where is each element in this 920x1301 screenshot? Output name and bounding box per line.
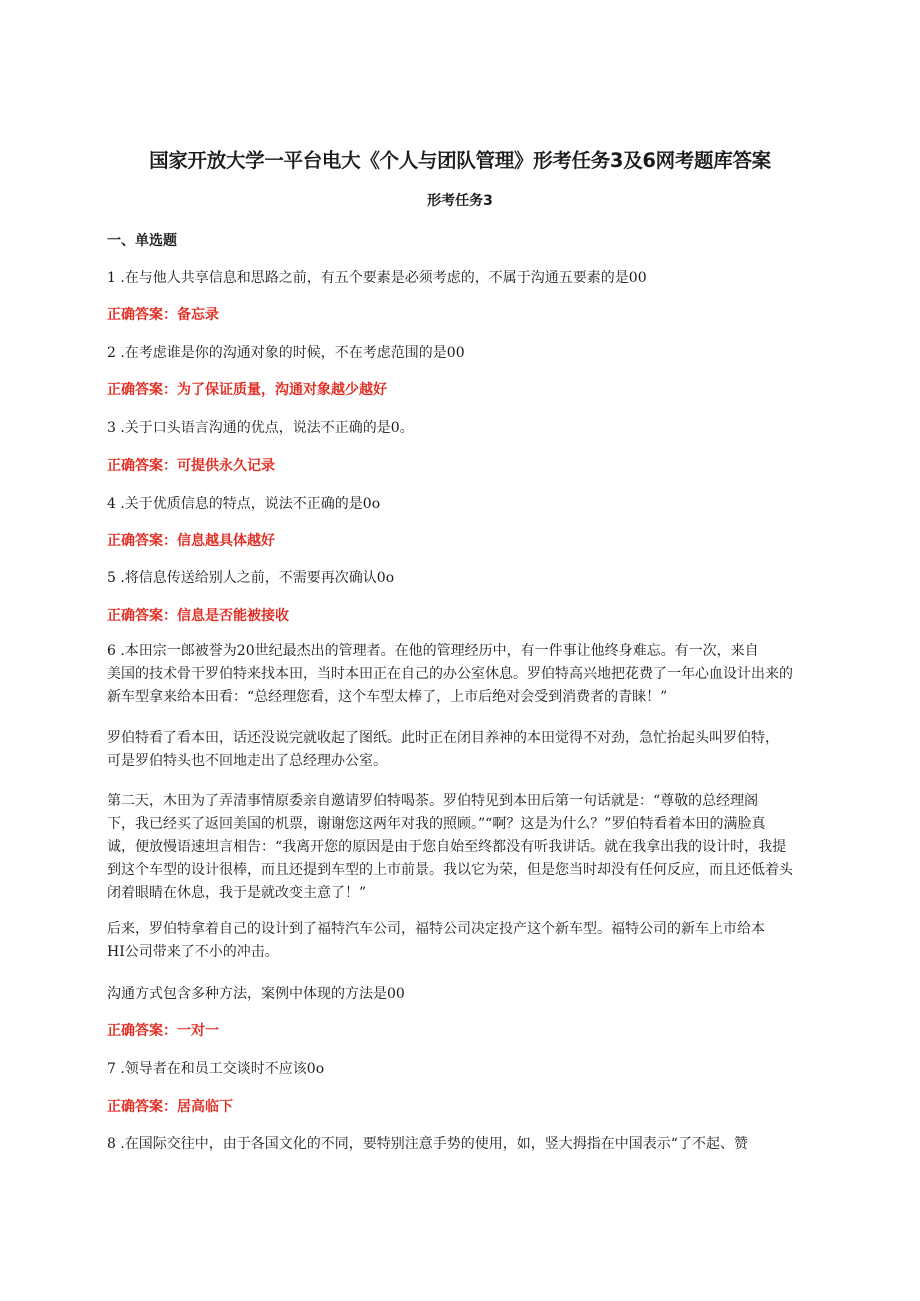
- answer-label: 正确答案：: [107, 382, 177, 398]
- page-title: 国家开放大学一平台电大《个人与团队管理》形考任务3及6网考题库答案: [149, 149, 771, 172]
- answer-label: 正确答案：: [107, 1023, 177, 1039]
- section-heading: 一、单选题: [107, 233, 177, 249]
- answer-text: 为了保证质量，沟通对象越少越好: [177, 382, 387, 398]
- page-subtitle: 形考任务3: [427, 193, 493, 209]
- question-3: 3 .关于口头语言沟通的优点，说法不正确的是0。: [107, 420, 414, 436]
- paragraph-line: 后来，罗伯特拿着自己的设计到了福特汽车公司，福特公司决定投产这个新车型。福特公司的新车上市给本: [107, 921, 765, 937]
- answer-label: 正确答案：: [107, 307, 177, 323]
- question-2: 2 .在考虑谁是你的沟通对象的时候，不在考虑范围的是00: [107, 345, 465, 361]
- paragraph-line: 下，我已经买了返回美国的机票，谢谢您这两年对我的照顾。”“啊？这是为什么？”罗伯特看着本田的满脸真: [107, 816, 766, 832]
- paragraph-line: 闭着眼睛在休息，我于是就改变主意了！”: [107, 885, 367, 901]
- paragraph-line: 可是罗伯特头也不回地走出了总经理办公室。: [107, 753, 387, 769]
- answer-6: [107, 1020, 219, 1040]
- answer-label: 正确答案：: [107, 608, 177, 624]
- case-paragraph-1: [107, 640, 851, 709]
- question-7: 7 .领导者在和员工交谈时不应该0o: [107, 1061, 325, 1077]
- paragraph-line: 第二天，木田为了弄清事情原委亲自邀请罗伯特喝茶。罗伯特见到本田后第一句话就是：“尊敬的总经理阁: [107, 793, 759, 809]
- answer-2: [107, 379, 387, 399]
- case-paragraph-3: [107, 790, 851, 905]
- answer-5: [107, 605, 289, 625]
- case-paragraph-2: [107, 727, 851, 773]
- question-6-prompt: 沟通方式包含多种方法，案例中体现的方法是00: [107, 986, 405, 1002]
- question-8: 8 .在国际交往中，由于各国文化的不同，要特别注意手势的使用，如，竖大拇指在中国表示“了不起、赞: [107, 1136, 748, 1152]
- answer-text: 信息越具体越好: [177, 533, 275, 549]
- paragraph-line: 新车型拿来给本田看：“总经理您看，这个车型太棒了，上市后绝对会受到消费者的青睐！”: [107, 689, 668, 705]
- answer-text: 备忘录: [177, 307, 219, 323]
- answer-text: 信息是否能被接收: [177, 608, 289, 624]
- case-paragraph-4: [107, 918, 851, 964]
- answer-text: 居高临下: [177, 1099, 233, 1115]
- paragraph-line: 6 .本田宗一郎被誉为20世纪最杰出的管理者。在他的管理经历中，有一件事让他终身难忘。有一次，来自: [107, 643, 759, 659]
- answer-label: 正确答案：: [107, 1099, 177, 1115]
- question-1: 1 .在与他人共享信息和思路之前，有五个要素是必须考虑的，不属于沟通五要素的是00: [107, 270, 647, 286]
- question-5: 5 .将信息传送给别人之前，不需要再次确认0o: [107, 570, 395, 586]
- answer-text: 可提供永久记录: [177, 458, 275, 474]
- paragraph-line: 诚，便放慢语速坦言相告：“我离开您的原因是由于您自始至终都没有听我讲话。就在我拿出我的设计时，我提: [107, 839, 787, 855]
- answer-1: [107, 304, 219, 324]
- paragraph-line: 美国的技术骨干罗伯特来找本田，当时本田正在自己的办公室休息。罗伯特高兴地把花费了一年心血设计出来的: [107, 666, 793, 682]
- answer-text: 一对一: [177, 1023, 219, 1039]
- paragraph-line: 到这个车型的设计很棒，而且还提到车型的上市前景。我以它为荣，但是您当时却没有任何反应，而且还低着头: [107, 862, 793, 878]
- answer-7: [107, 1096, 233, 1116]
- question-4: 4 .关于优质信息的特点，说法不正确的是0o: [107, 496, 381, 512]
- answer-3: [107, 455, 275, 475]
- paragraph-line: 罗伯特看了看本田，话还没说完就收起了图纸。此时正在闭目养神的本田觉得不对劲，急忙抬起头叫罗伯特，: [107, 730, 779, 746]
- answer-4: [107, 530, 275, 550]
- answer-label: 正确答案：: [107, 533, 177, 549]
- paragraph-line: HI公司带来了不小的冲击。: [107, 944, 279, 960]
- answer-label: 正确答案：: [107, 458, 177, 474]
